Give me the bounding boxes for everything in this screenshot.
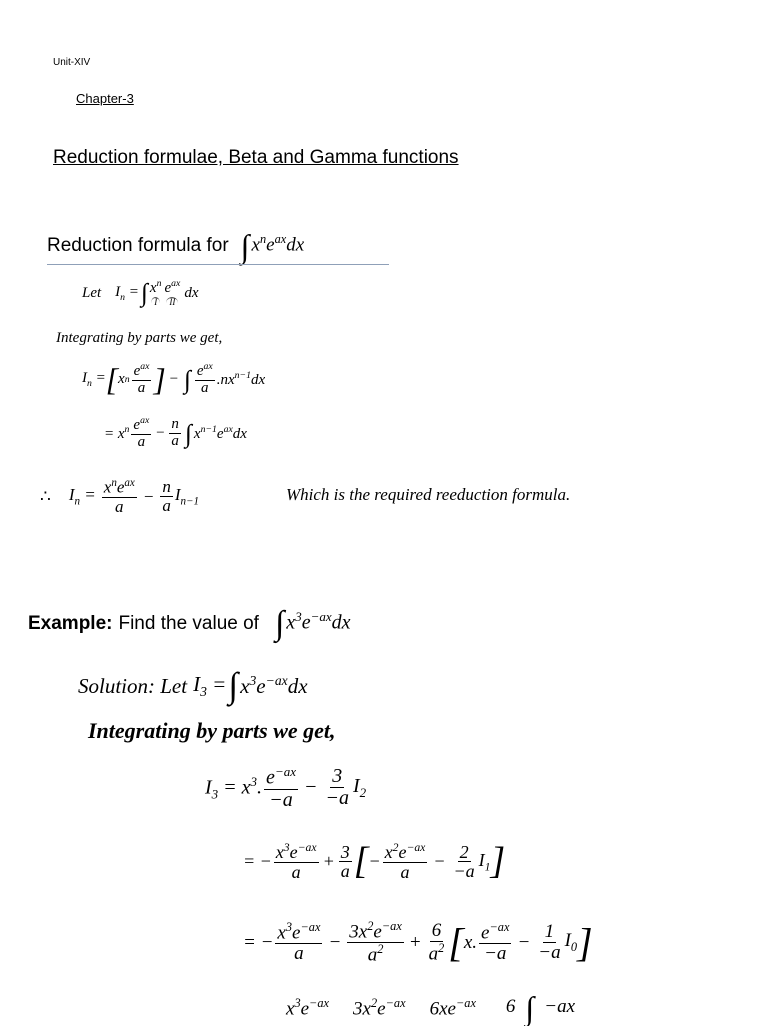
- let-word: Let: [82, 284, 102, 301]
- reduction-heading-text: Reduction formula for: [47, 235, 229, 256]
- let-line: Let $I_n$ = ∫ $x^n$ I $e^{ax}$ II dx: [82, 278, 199, 308]
- example-integral: ∫ $x^3e^{-ax}dx$: [274, 605, 351, 642]
- example-step-4-partial: $x^3e^{-ax}$ $3x^2e^{-ax}$ $6xe^{-ax}$ 6 ∫ −ax: [286, 990, 576, 1026]
- example-label: Example:: [28, 613, 113, 634]
- step-2: = $x^n$ $\frac{e^{ax}}{a}$ − $\frac{n}{a}$ ∫ $x^{n-1}e^{ax}dx$: [104, 415, 247, 450]
- solution-text: Solution: Let: [78, 673, 188, 698]
- example-line: [28, 600, 351, 648]
- therefore-symbol: ∴: [40, 486, 51, 506]
- step-1: $I_n$ = [ x n $\frac{e^{ax}}{a}$ ] − ∫ $\frac{e^{ax}}{a}$ $.nx^{n-1}dx$: [82, 361, 266, 397]
- heading-underline: [47, 264, 389, 265]
- result-line: ∴ $I_n$ = $\frac{x^ne^{ax}}{a}$ − $\frac{n}{a}$ $I_{n-1}$: [40, 477, 199, 516]
- reduction-heading: [47, 224, 304, 268]
- unit-label: Unit-XIV: [53, 57, 91, 68]
- example-prompt: Find the value of: [118, 613, 259, 634]
- reduction-integral: ∫ $x^ne^{ax}dx$: [240, 227, 305, 264]
- example-step-3: = − $\frac{x^3e^{-ax}}{a}$ − $\frac{3x^2e^{-ax}}{a^2}$ + $\frac{6}{a^2}$ [ x. $\frac{e^{-ax}}{-a}$ − $\frac{1}{-a}$ $I_0$ ]: [243, 919, 593, 966]
- second-function-marker: $e^{ax}$ II: [164, 278, 181, 307]
- example-step-1: $I_3 = x^3$. $\frac{e^{-ax}}{-a}$ − $\frac{3}{-a}$ $I_2$: [205, 764, 367, 811]
- first-function-marker: $x^n$ I: [149, 278, 162, 307]
- solution-line: Solution: Let $I_3$ = ∫ $x^3e^{-ax}dx$: [78, 665, 308, 706]
- chapter-label: Chapter-3: [76, 91, 134, 106]
- integrating-line-2: Integrating by parts we get,: [88, 718, 336, 743]
- page-title: Reduction formulae, Beta and Gamma functions: [53, 147, 459, 168]
- integrating-line-1: Integrating by parts we get,: [56, 330, 223, 346]
- example-step-2: = − $\frac{x^3e^{-ax}}{a}$ + $\frac{3}{a}$ [ − $\frac{x^2e^{-ax}}{a}$ − $\frac{2}{-a}$ $I_1$ ]: [243, 839, 506, 882]
- conclusion-text: Which is the required reeduction formula.: [286, 485, 571, 504]
